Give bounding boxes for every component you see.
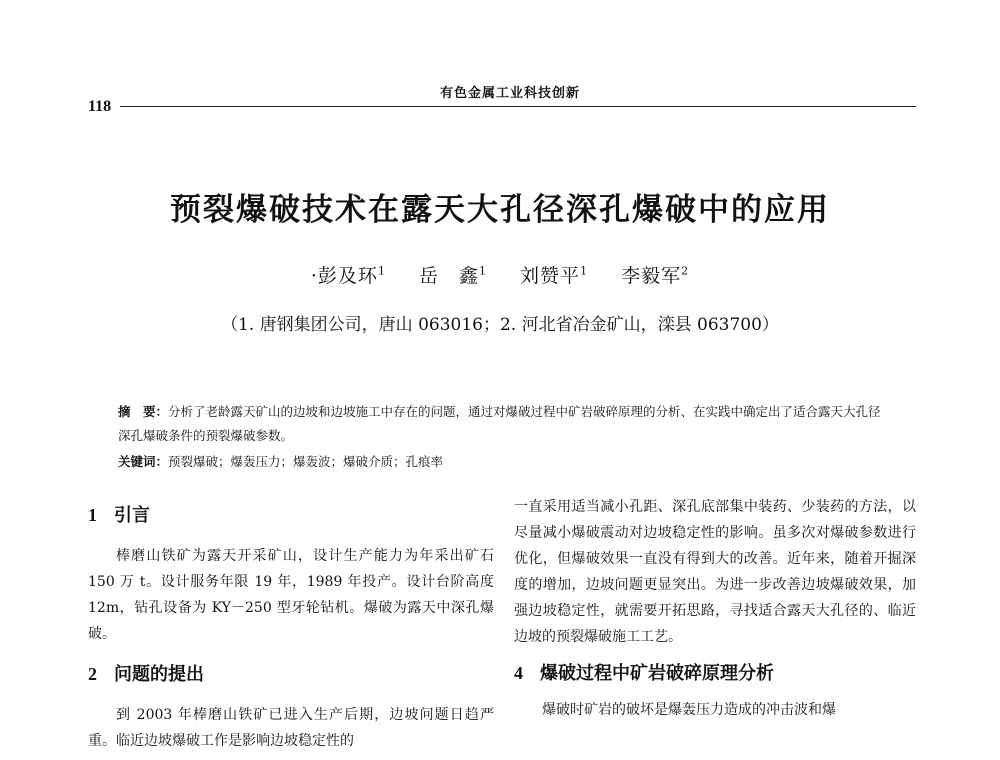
rock-fragmentation-paragraph: 爆破时矿岩的破坏是爆轰压力造成的冲击波和爆 — [542, 702, 836, 718]
abstract-block — [118, 400, 888, 474]
abstract-label: 摘 要： — [118, 404, 169, 419]
author-affiliation-index: 1 — [479, 264, 487, 278]
section-number: 4 — [514, 663, 523, 683]
author-3 — [520, 265, 588, 287]
corresponding-mark: · — [310, 265, 318, 287]
journal-name: 有色金属工业科技创新 — [439, 86, 580, 101]
author-affiliation-index: 1 — [377, 264, 386, 278]
problem-paragraph: 到 2003 年棒磨山铁矿已进入生产后期，边坡问题日趋严重。临近边坡爆破工作是影响边坡稳定性的 — [88, 707, 494, 749]
page-number: 118 — [88, 98, 112, 115]
header-rule — [120, 106, 916, 107]
section-number: 1 — [88, 505, 97, 525]
author-affiliation-index: 2 — [681, 264, 690, 278]
section-title: 引言 — [114, 505, 150, 526]
keywords-text: 预裂爆破；爆轰压力；爆轰波；爆破介质；孔痕率 — [168, 454, 444, 469]
section-title: 爆破过程中矿岩破碎原理分析 — [540, 663, 774, 684]
problem-continuation-paragraph: 一直采用适当减小孔距、深孔底部集中装药、少装药的方法，以尽量减小爆破震动对边坡稳定性的影响。虽多次对爆破参数进行优化，但爆破效果一直没有得到大的改善。近年来，随着开掘深度的增加，边坡问题更显突出。为进一步改善边坡爆破效果，加强边坡稳定性，就需要开拓思路，寻找适合露天大孔径的、临近边坡的预裂爆破施工工艺。 — [514, 499, 916, 645]
right-column — [514, 494, 916, 723]
author-name: 刘赞平 — [520, 265, 581, 287]
author-list — [200, 261, 800, 288]
paper-title: 预裂爆破技术在露天大孔径深孔爆破中的应用 — [170, 192, 830, 228]
section-title: 问题的提出 — [114, 664, 204, 685]
left-column — [88, 502, 494, 754]
author-2 — [419, 265, 487, 287]
author-name: 彭及环 — [317, 265, 378, 287]
keywords-label: 关键词： — [118, 454, 169, 469]
author-name: 李毅军 — [621, 265, 682, 287]
abstract — [118, 400, 888, 448]
abstract-text: 分析了老龄露天矿山的边坡和边坡施工中存在的问题，通过对爆破过程中矿岩破碎原理的分析、在实践中确定出了适合露天大孔径深孔爆破条件的预裂爆破参数。 — [118, 404, 881, 443]
author-1 — [311, 265, 386, 287]
author-affiliation-index: 1 — [580, 264, 589, 278]
section-heading-problem — [88, 661, 494, 688]
section-heading-rock-fragmentation — [514, 660, 916, 687]
affiliations: （1. 唐钢集团公司，唐山 063016；2. 河北省冶金矿山，滦县 063700） — [221, 315, 779, 335]
author-name: 岳 鑫 — [418, 265, 479, 287]
introduction-paragraph: 棒磨山铁矿为露天开采矿山，设计生产能力为年采出矿石 150 万 t。设计服务年限 19 年，1989 年投产。设计台阶高度 12m，钻孔设备为 KY－250 型牙轮钻机。爆破为露天中深孔爆破。 — [88, 548, 494, 642]
author-4 — [621, 265, 689, 287]
keywords — [118, 450, 888, 474]
section-heading-introduction — [88, 502, 494, 529]
section-number: 2 — [88, 664, 97, 684]
